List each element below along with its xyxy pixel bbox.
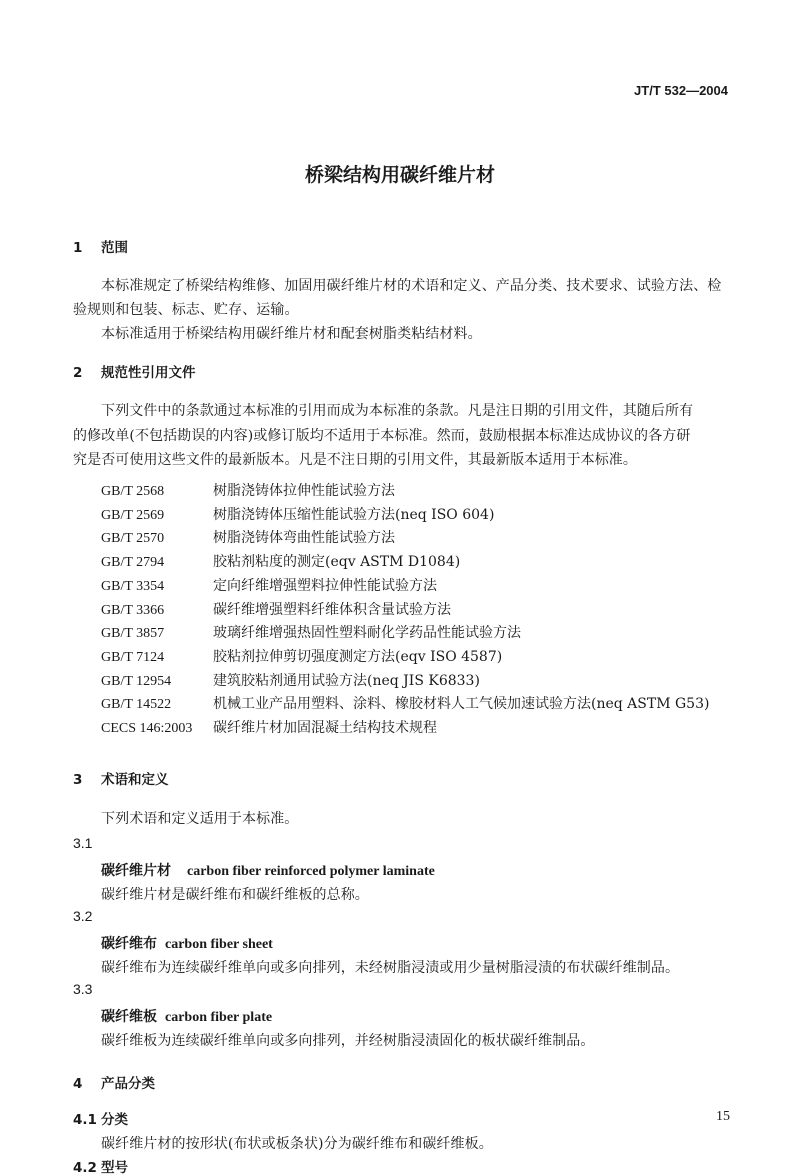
reference-code: CECS 146:2003 bbox=[101, 721, 193, 736]
reference-item bbox=[101, 693, 709, 713]
term-en: carbon fiber sheet bbox=[165, 937, 273, 952]
term-cn: 碳纤维片材 bbox=[101, 863, 171, 879]
reference-item bbox=[101, 599, 451, 619]
reference-item bbox=[101, 575, 437, 595]
clause-number: 3.1 bbox=[73, 835, 93, 851]
reference-code: GB/T 2569 bbox=[101, 507, 165, 523]
reference-item bbox=[101, 622, 521, 642]
term-cn: 碳纤维板 bbox=[101, 1009, 157, 1025]
reference-title: 玻璃纤维增强热固性塑料耐化学药品性能试验方法 bbox=[213, 625, 521, 642]
reference-title: 树脂浇铸体压缩性能试验方法(neq ISO 604) bbox=[213, 506, 495, 523]
reference-title: 胶粘剂拉伸剪切强度测定方法(eqv ISO 4587) bbox=[213, 648, 503, 665]
reference-title: 胶粘剂粘度的测定(eqv ASTM D1084) bbox=[213, 554, 461, 571]
term-cn: 碳纤维布 bbox=[101, 936, 157, 952]
page-number: 15 bbox=[716, 1109, 730, 1124]
section-2-heading bbox=[73, 361, 196, 381]
paragraph-line: 下列文件中的条款通过本标准的引用而成为本标准的条款。凡是注日期的引用文件，其随后所有 bbox=[101, 403, 694, 419]
standard-number: JT/T 532—2004 bbox=[634, 83, 728, 98]
reference-title: 树脂浇铸体弯曲性能试验方法 bbox=[213, 530, 395, 547]
reference-item bbox=[101, 551, 460, 571]
subsection-number: 4.2 bbox=[73, 1160, 97, 1176]
reference-code: GB/T 7124 bbox=[101, 649, 165, 665]
paragraph-line: 的修改单(不包括勘误的内容)或修订版均不适用于本标准。然而，鼓励根据本标准达成协议的各方研 bbox=[73, 428, 691, 444]
reference-title: 碳纤维增强塑料纤维体积含量试验方法 bbox=[213, 601, 451, 618]
subsection-4-1-heading bbox=[73, 1108, 128, 1128]
paragraph-line: 下列术语和定义适用于本标准。 bbox=[101, 811, 299, 827]
reference-item bbox=[101, 480, 395, 500]
reference-code: GB/T 2794 bbox=[101, 555, 165, 571]
reference-title: 建筑胶粘剂通用试验方法(neq JIS K6833) bbox=[213, 672, 480, 689]
reference-code: GB/T 3857 bbox=[101, 626, 165, 642]
reference-item bbox=[101, 504, 494, 524]
reference-item bbox=[101, 717, 437, 737]
section-number: 1 bbox=[73, 240, 83, 256]
paragraph-line: 碳纤维片材的按形状(布状或板条状)分为碳纤维布和碳纤维板。 bbox=[101, 1136, 493, 1152]
term-heading bbox=[101, 933, 273, 953]
reference-code: GB/T 14522 bbox=[101, 697, 172, 713]
subsection-title: 型号 bbox=[101, 1160, 128, 1176]
paragraph-line: 验规则和包装、标志、贮存、运输。 bbox=[73, 302, 299, 318]
reference-item bbox=[101, 527, 395, 547]
section-4-heading bbox=[73, 1072, 155, 1092]
reference-code: GB/T 12954 bbox=[101, 673, 172, 689]
section-1-heading bbox=[73, 236, 128, 256]
term-definition: 碳纤维板为连续碳纤维单向或多向排列，并经树脂浸渍固化的板状碳纤维制品。 bbox=[101, 1033, 595, 1049]
reference-title: 碳纤维片材加固混凝土结构技术规程 bbox=[213, 720, 437, 736]
section-number: 2 bbox=[73, 365, 83, 381]
reference-code: GB/T 3366 bbox=[101, 602, 165, 618]
term-en: carbon fiber plate bbox=[165, 1010, 273, 1025]
term-heading bbox=[101, 1006, 272, 1026]
subsection-title: 分类 bbox=[101, 1112, 128, 1128]
reference-code: GB/T 2568 bbox=[101, 484, 165, 499]
reference-title: 定向纤维增强塑料拉伸性能试验方法 bbox=[213, 577, 437, 594]
paragraph-line: 究是否可使用这些文件的最新版本。凡是不注日期的引用文件，其最新版本适用于本标准。 bbox=[73, 452, 637, 468]
term-heading bbox=[101, 860, 435, 880]
reference-title: 树脂浇铸体拉伸性能试验方法 bbox=[213, 483, 395, 499]
paragraph-line: 本标准适用于桥梁结构用碳纤维片材和配套树脂类粘结材料。 bbox=[101, 326, 482, 342]
term-definition: 碳纤维片材是碳纤维布和碳纤维板的总称。 bbox=[101, 887, 369, 903]
reference-title: 机械工业产品用塑料、涂料、橡胶材料人工气候加速试验方法(neq ASTM G53) bbox=[213, 696, 710, 713]
section-title: 产品分类 bbox=[101, 1076, 155, 1092]
reference-code: GB/T 3354 bbox=[101, 578, 165, 594]
reference-code: GB/T 2570 bbox=[101, 531, 165, 547]
clause-number: 3.2 bbox=[73, 908, 93, 924]
page-title: 桥梁结构用碳纤维片材 bbox=[304, 164, 495, 186]
clause-number: 3.3 bbox=[73, 981, 93, 997]
term-definition: 碳纤维布为连续碳纤维单向或多向排列，未经树脂浸渍或用少量树脂浸渍的布状碳纤维制品。 bbox=[101, 960, 680, 976]
subsection-number: 4.1 bbox=[73, 1112, 97, 1128]
subsection-4-2-heading bbox=[73, 1156, 128, 1176]
reference-item bbox=[101, 670, 480, 690]
section-title: 范围 bbox=[101, 240, 128, 256]
section-title: 规范性引用文件 bbox=[101, 365, 196, 381]
paragraph-line: 本标准规定了桥梁结构维修、加固用碳纤维片材的术语和定义、产品分类、技术要求、试验方法、检 bbox=[101, 278, 722, 294]
reference-item bbox=[101, 646, 502, 666]
section-title: 术语和定义 bbox=[101, 772, 169, 788]
section-number: 3 bbox=[73, 772, 83, 788]
section-3-heading bbox=[73, 768, 169, 788]
term-en: carbon fiber reinforced polymer laminate bbox=[187, 864, 435, 879]
section-number: 4 bbox=[73, 1076, 83, 1092]
